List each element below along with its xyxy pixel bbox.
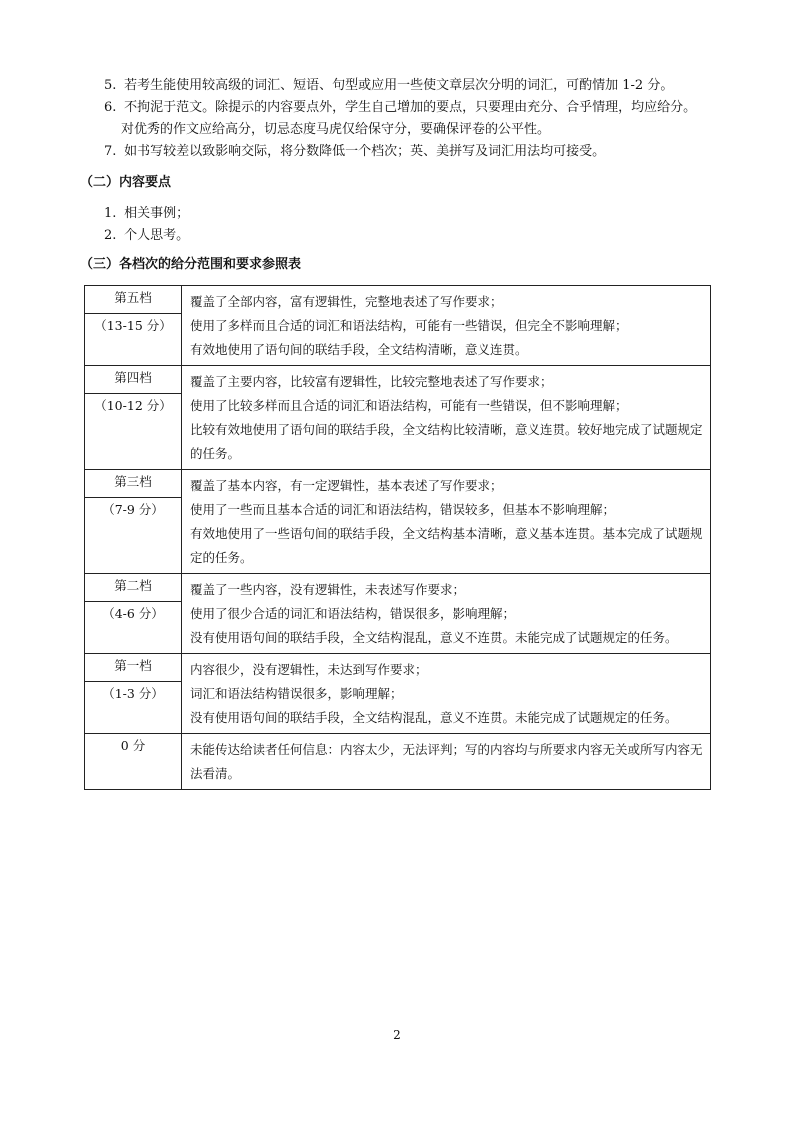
rule-text: 若考生能使用较高级的词汇、短语、句型或应用一些使文章层次分明的词汇，可酌情加 1-2 分。	[124, 78, 674, 93]
grade-name-cell: 第五档	[85, 286, 182, 314]
grade-criterion: 使用了比较多样而且合适的词汇和语法结构，可能有一些错误，但不影响理解；	[190, 398, 628, 413]
list-number: 1.	[104, 206, 117, 221]
grade-criterion: 未能传达给读者任何信息：内容太少，无法评判；写的内容均与所要求内容无关或所写内容无法看清。	[190, 742, 703, 781]
grade-range-cell: （4-6 分）	[85, 602, 182, 654]
grade-description-cell	[182, 286, 711, 366]
table-row	[85, 654, 711, 682]
grading-reference-table	[84, 285, 711, 790]
grade-criterion: 覆盖了全部内容，富有逻辑性，完整地表述了写作要求；	[190, 294, 503, 309]
rule-text: 如书写较差以致影响交际，将分数降低一个档次；英、美拼写及词汇用法均可接受。	[124, 144, 606, 159]
grade-range-cell: （13-15 分）	[85, 314, 182, 366]
table-row	[85, 574, 711, 602]
list-text: 个人思考。	[124, 228, 190, 243]
grade-criterion: 使用了很少合适的词汇和语法结构，错误很多，影响理解；	[190, 606, 516, 621]
grade-description-cell	[182, 366, 711, 470]
grade-name-cell: 第三档	[85, 470, 182, 498]
grade-criterion: 没有使用语句间的联结手段，全文结构混乱，意义不连贯。未能完成了试题规定的任务。	[190, 630, 678, 645]
grade-description-cell	[182, 470, 711, 574]
grade-name-cell: 第四档	[85, 366, 182, 394]
table-row	[85, 470, 711, 498]
rule-number: 6.	[104, 100, 117, 115]
rule-item-6	[104, 97, 696, 119]
grade-criterion: 比较有效地使用了语句间的联结手段，全文结构比较清晰，意义连贯。较好地完成了试题规定的任务。	[190, 422, 703, 461]
grade-description-cell	[182, 574, 711, 654]
grade-criterion: 词汇和语法结构错误很多，影响理解；	[190, 686, 403, 701]
grade-name-cell: 第二档	[85, 574, 182, 602]
rule-number: 5.	[104, 78, 117, 93]
rule-item-5	[104, 75, 673, 97]
grade-range-cell: （10-12 分）	[85, 394, 182, 470]
grade-name-cell: 第一档	[85, 654, 182, 682]
section-heading-grading-table: （三）各档次的给分范围和要求参照表	[80, 257, 302, 272]
table-row	[85, 286, 711, 314]
rule-item-6-continued	[121, 119, 550, 141]
grade-description-cell	[182, 654, 711, 734]
rule-number: 7.	[104, 144, 117, 159]
rule-item-7	[104, 141, 605, 163]
page-number: 2	[393, 1028, 401, 1042]
grade-criterion: 没有使用语句间的联结手段，全文结构混乱，意义不连贯。未能完成了试题规定的任务。	[190, 710, 678, 725]
grade-range-cell: （7-9 分）	[85, 498, 182, 574]
table-row	[85, 366, 711, 394]
list-number: 2.	[104, 228, 117, 243]
grade-range-cell: （1-3 分）	[85, 682, 182, 734]
section-heading-content-points: （二）内容要点	[80, 175, 172, 190]
grade-criterion: 覆盖了一些内容，没有逻辑性，未表述写作要求；	[190, 582, 466, 597]
grade-name-cell: 0 分	[85, 734, 182, 790]
content-point-1	[104, 203, 189, 225]
grade-description-cell	[182, 734, 711, 790]
table-row	[85, 734, 711, 790]
grade-criterion: 有效地使用了一些语句间的联结手段，全文结构基本清晰，意义基本连贯。基本完成了试题规定的任务。	[190, 526, 703, 565]
list-text: 相关事例；	[124, 206, 190, 221]
content-point-2	[104, 225, 189, 247]
grade-criterion: 使用了多样而且合适的词汇和语法结构，可能有一些错误，但完全不影响理解；	[190, 318, 628, 333]
rule-text: 对优秀的作文应给高分，切忌态度马虎仅给保守分，要确保评卷的公平性。	[121, 122, 551, 137]
grade-criterion: 内容很少，没有逻辑性，未达到写作要求；	[190, 662, 428, 677]
rule-text: 不拘泥于范文。除提示的内容要点外，学生自己增加的要点，只要理由充分、合乎情理，均应给分。	[124, 100, 697, 115]
grade-criterion: 有效地使用了语句间的联结手段，全文结构清晰，意义连贯。	[190, 342, 528, 357]
grade-criterion: 覆盖了主要内容，比较富有逻辑性，比较完整地表述了写作要求；	[190, 374, 553, 389]
grade-criterion: 覆盖了基本内容，有一定逻辑性，基本表述了写作要求；	[190, 478, 503, 493]
grade-criterion: 使用了一些而且基本合适的词汇和语法结构，错误较多，但基本不影响理解；	[190, 502, 616, 517]
